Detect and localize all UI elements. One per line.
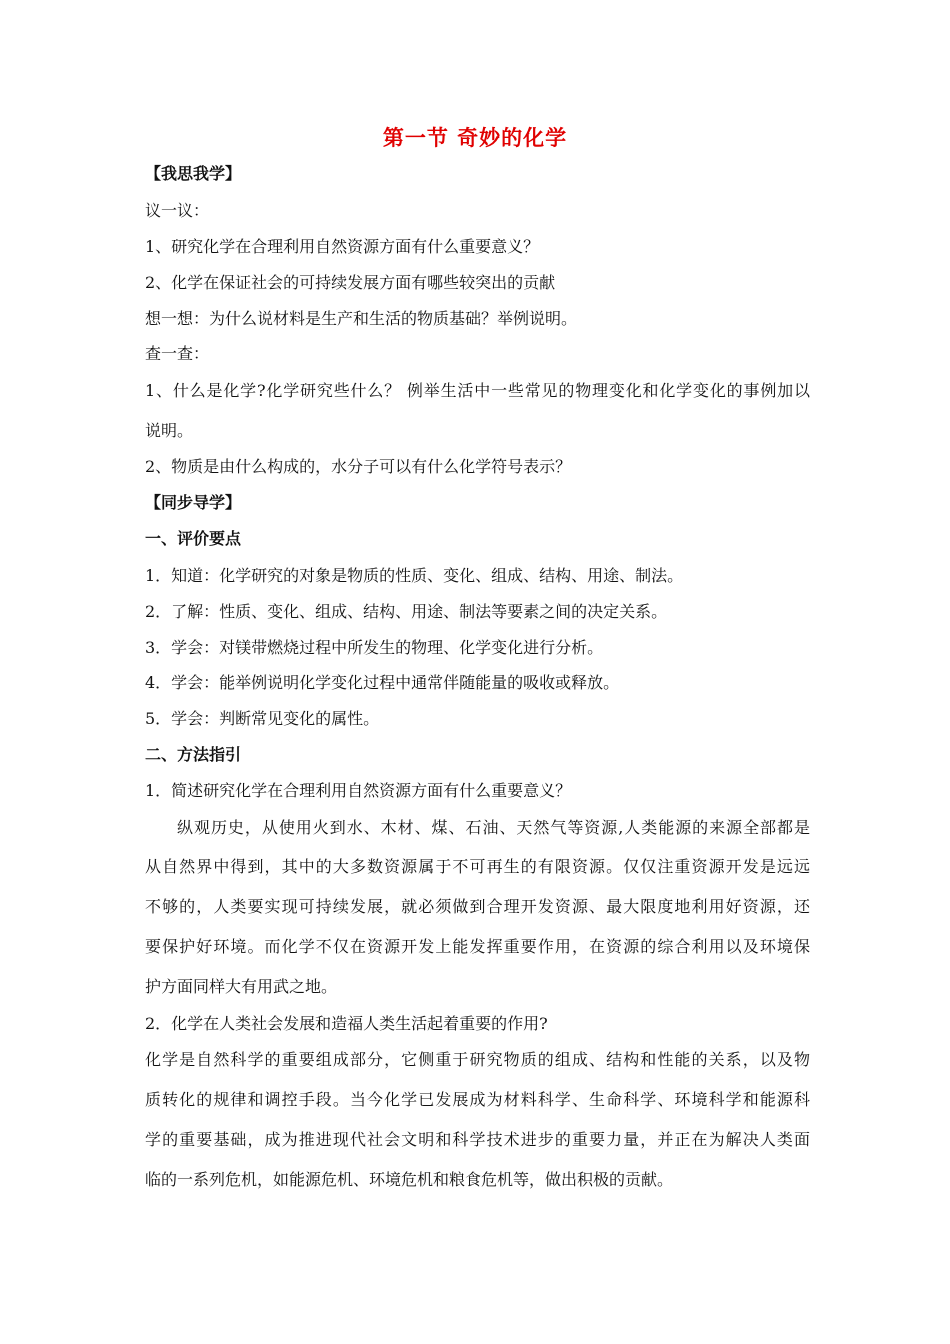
answer-2-line: 临的一系列危机，如能源危机、环境危机和粮食危机等，做出积极的贡献。 bbox=[145, 1170, 674, 1189]
answer-2-line: 化学是自然科学的重要组成部分，它侧重于研究物质的组成、结构和性能的关系，以及物 bbox=[145, 1050, 810, 1069]
answer-2-line: 学的重要基础，成为推进现代社会文明和科学技术进步的重要力量，并正在为解决人类面 bbox=[145, 1130, 810, 1149]
evaluation-point-4: 4．学会：能举例说明化学变化过程中通常伴随能量的吸收或释放。 bbox=[145, 673, 620, 692]
discuss-label: 议一议： bbox=[145, 201, 210, 220]
page-title: 第一节 奇妙的化学 bbox=[382, 126, 568, 150]
answer-1-line: 不够的，人类要实现可持续发展，就必须做到合理开发资源、最大限度地利用好资源，还 bbox=[145, 897, 810, 916]
method-question-2: 2．化学在人类社会发展和造福人类生活起着重要的作用? bbox=[145, 1014, 548, 1033]
subheading-method-guide: 二、方法指引 bbox=[145, 745, 242, 764]
answer-1-line: 要保护好环境。而化学不仅在资源开发上能发挥重要作用，在资源的综合利用以及环境保 bbox=[145, 937, 810, 956]
evaluation-point-2: 2．了解：性质、变化、组成、结构、用途、制法等要素之间的决定关系。 bbox=[145, 602, 668, 621]
evaluation-point-5: 5．学会：判断常见变化的属性。 bbox=[145, 709, 380, 728]
discuss-question-2: 2、化学在保证社会的可持续发展方面有哪些较突出的贡献 bbox=[145, 273, 556, 292]
answer-2-line: 质转化的规律和调控手段。当今化学已发展成为材料科学、生命科学、环境科学和能源科 bbox=[145, 1090, 810, 1109]
section-heading-think-learn: 【我思我学】 bbox=[145, 164, 242, 183]
evaluation-point-1: 1．知道：化学研究的对象是物质的性质、变化、组成、结构、用途、制法。 bbox=[145, 566, 684, 585]
check-question-1-line-2: 说明。 bbox=[145, 421, 194, 440]
section-heading-sync-guide: 【同步导学】 bbox=[145, 493, 242, 512]
answer-1-line: 纵观历史，从使用火到水、木材、煤、石油、天然气等资源,人类能源的来源全部都是 bbox=[177, 818, 810, 837]
discuss-question-1: 1、研究化学在合理利用自然资源方面有什么重要意义？ bbox=[145, 237, 540, 256]
answer-1-line: 从自然界中得到，其中的大多数资源属于不可再生的有限资源。仅仅注重资源开发是远远 bbox=[145, 857, 810, 876]
answer-1-line: 护方面同样大有用武之地。 bbox=[145, 977, 338, 996]
check-question-2: 2、物质是由什么构成的，水分子可以有什么化学符号表示？ bbox=[145, 457, 572, 476]
think-question: 想一想：为什么说材料是生产和生活的物质基础？举例说明。 bbox=[145, 309, 578, 328]
subheading-evaluation-points: 一、评价要点 bbox=[145, 529, 242, 548]
check-label: 查一查： bbox=[145, 344, 210, 363]
check-question-1-line-1: 1、什么是化学?化学研究些什么？ 例举生活中一些常见的物理变化和化学变化的事例加以 bbox=[145, 381, 810, 400]
method-question-1: 1．简述研究化学在合理利用自然资源方面有什么重要意义？ bbox=[145, 781, 572, 800]
evaluation-point-3: 3．学会：对镁带燃烧过程中所发生的物理、化学变化进行分析。 bbox=[145, 638, 604, 657]
